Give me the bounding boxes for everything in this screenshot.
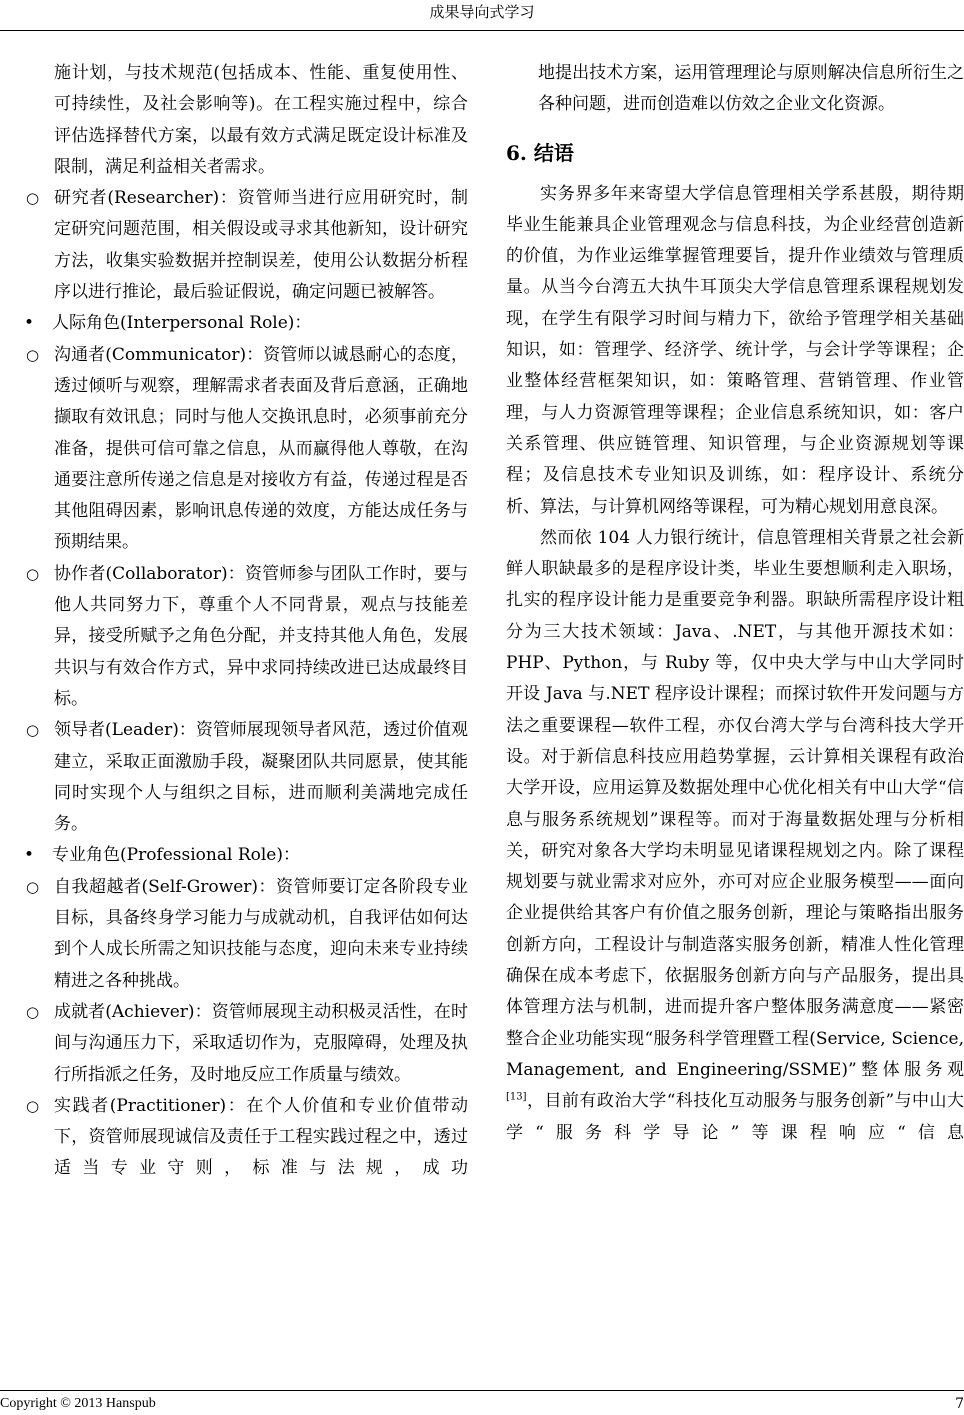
filled-circle-bullet-icon: • xyxy=(24,845,35,866)
self-grower-text: 自我超越者(Self-Grower)：资管师要订定各阶段专业目标，具备终身学习能力与成就动机，自我评估如何达到个人成长所需之知识技能与态度，迎向未来专业持续精进之各种挑战。 xyxy=(54,876,468,991)
bullet-practitioner xyxy=(22,1091,468,1185)
professional-role-text: 专业角色(Professional Role)： xyxy=(52,845,300,866)
paragraph-2-end-text: ，目前有政治大学“科技化互动服务与服务创新”与中山大学“服务科学导论”等课程响应“信息 xyxy=(506,1091,964,1143)
page-footer xyxy=(0,1390,964,1415)
interpersonal-role-text: 人际角色(Interpersonal Role)： xyxy=(52,313,312,334)
communicator-text: 沟通者(Communicator)：资管师以诚恳耐心的态度，透过倾听与观察，理解需求者表面及背后意涵，正确地撷取有效讯息；同时与他人交换讯息时，必须事前充分准备，提供可信可靠之信息，从而赢得他人尊敬，在沟通要注意所传递之信息是对接收方有益，传递过程是否其他阻碍因素，影响讯息传递的效度，方能达成任务与预期结果。 xyxy=(54,344,468,553)
left-column xyxy=(22,58,468,1185)
achiever-text: 成就者(Achiever)：资管师展现主动积极灵活性，在时间与沟通压力下，采取适切作为，克服障碍，处理及执行所指派之任务，及时地反应工作质量与绩效。 xyxy=(54,1001,468,1085)
bullet-achiever xyxy=(22,997,468,1091)
paragraph-2-main-text: 然而依 104 人力银行统计，信息管理相关背景之社会新鲜人职缺最多的是程序设计类，毕业生要想顺利走入职场，扎实的程序设计能力是重要竞争利器。职缺所需程序设计粗分为三大技术领域：Java、.NET，与其他开源技术如：PHP、Python，与 Ruby 等，仅中央大学与中山大学同时开设 Java 与.NET 程序设计课程；而探讨软件开发问题与方法之重要课程—软件工程，亦仅台湾大学与台湾科技大学开设。对于新信息科技应用趋势掌握，云计算相关课程有政治大学开设，应用运算及数据处理中心优化相关有中山大学“信息与服务系统规划”课程等。而对于海量数据处理与分析相关，研究对象各大学均未明显见诸课程规划之内。除了课程规划要与就业需求对应外，亦可对应企业服务模型——面向企业提供给其客户有价值之服务创新，理论与策略指出服务创新方向，工程设计与制造落实服务创新，精准人性化管理确保在成本考虑下，依据服务创新方向与产品服务，提出具体管理方法与机制，进而提升客户整体服务满意度——紧密整合企业功能实现“服务科学管理暨工程(Service, Science, Management, and Engineering/SSME)”整体服务观 xyxy=(506,527,964,1080)
design-continuation-text: 施计划，与技术规范(包括成本、性能、重复使用性、可持续性，及社会影响等)。在工程实施过程中，综合评估选择替代方案，以最有效方式满足既定设计标准及限制，满足利益相关者需求。 xyxy=(54,63,468,177)
running-header xyxy=(0,0,964,31)
leader-text: 领导者(Leader)：资管师展现领导者风范，透过价值观建立，采取正面激励手段，凝聚团队共同愿景，使其能同时实现个人与组织之目标，进而顺利美满地完成任务。 xyxy=(54,720,468,835)
bullet-leader xyxy=(22,715,468,840)
hollow-circle-bullet-icon: ○ xyxy=(26,345,40,364)
conclusion-paragraph-1: 实务界多年来寄望大学信息管理相关学系甚殷，期待期毕业生能兼具企业管理观念与信息科技，为企业经营创造新的价值，为作业运维掌握管理要旨，提升作业绩效与管理质量。从当今台湾五大执牛耳顶尖大学信息管理系课程规划发现，在学生有限学习时间与精力下，欲给予管理学相关基础知识，如：管理学、经济学、统计学，与会计学等课程；企业整体经营框架知识，如：策略管理、营销管理、作业管理，与人力资源管理等课程；企业信息系统知识，如：客户关系管理、供应链管理、知识管理，与企业资源规划等课程；及信息技术专业知识及训练，如：程序设计、系统分析、算法，与计算机网络等课程，可为精心规划用意良深。 xyxy=(506,183,964,517)
practitioner-continuation-text: 地提出技术方案，运用管理理论与原则解决信息所衍生之各种问题，进而创造难以仿效之企业文化资源。 xyxy=(538,63,964,115)
hollow-circle-bullet-icon: ○ xyxy=(26,877,40,896)
bullet-collaborator xyxy=(22,559,468,715)
bullet-communicator xyxy=(22,340,468,559)
hollow-circle-bullet-icon: ○ xyxy=(26,1002,40,1021)
copyright-notice: Copyright © 2013 Hanspub xyxy=(0,1396,156,1411)
header-title: 成果导向式学习 xyxy=(429,3,535,21)
hollow-circle-bullet-icon: ○ xyxy=(26,721,40,740)
hollow-circle-bullet-icon: ○ xyxy=(26,189,40,208)
section-heading-conclusion: 6. 结语 xyxy=(506,140,574,165)
bullet-interpersonal-role xyxy=(22,308,468,339)
bullet-self-grower xyxy=(22,872,468,997)
collaborator-text: 协作者(Collaborator)：资管师参与团队工作时，要与他人共同努力下，尊重个人不同背景，观点与技能差异，接受所赋予之角色分配，并支持其他人角色，发展共识与有效合作方式，异中求同持续改进已达成最终目标。 xyxy=(54,563,468,709)
right-column xyxy=(506,58,964,1149)
practitioner-text: 实践者(Practitioner)：在个人价值和专业价值带动下，资管师展现诚信及责任于工程实践过程之中，透过适当专业守则，标准与法规，成功 xyxy=(54,1095,468,1179)
filled-circle-bullet-icon: • xyxy=(24,313,35,334)
conclusion-paragraph-2 xyxy=(506,523,964,1149)
bullet-researcher xyxy=(22,183,468,308)
researcher-text: 研究者(Researcher)：资管师当进行应用研究时，制定研究问题范围，相关假设或寻求其他新知，设计研究方法，收集实验数据并控制误差，使用公认数据分析程序以进行推论，最后验证假说，确定问题已被解答。 xyxy=(54,188,468,303)
hollow-circle-bullet-icon: ○ xyxy=(26,1096,40,1115)
bullet-professional-role xyxy=(22,840,468,871)
page-number: 7 xyxy=(955,1396,964,1412)
hollow-circle-bullet-icon: ○ xyxy=(26,564,40,583)
citation-reference: [13] xyxy=(506,1091,527,1103)
